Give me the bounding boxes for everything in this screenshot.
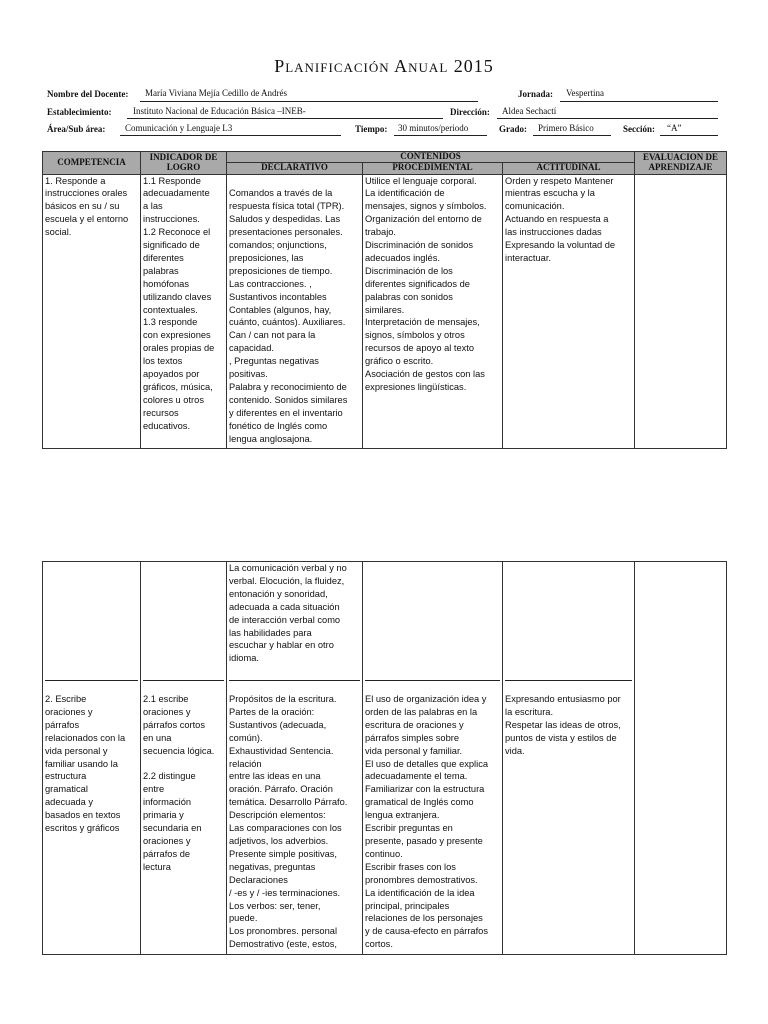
cell-indicador xyxy=(141,174,227,448)
seccion-value: “A” xyxy=(667,123,682,133)
procedimental-2-text: El uso de organización idea y orden de las palabras en la escritura de oraciones y párrafos simples sobre vida personal y familiar. El uso de detalles que explica adecuadamente el tema. Familiarizar con la estructura gramatical de Inglés como lengua extranjera. Escribir preguntas en presente, pasado y presente continuo. Escribir frases con los pronombres demostrativos. La identificación de la idea principal, principales relaciones de los personajes y de causa-efecto en párrafos cortos. xyxy=(365,694,489,950)
cell-evaluacion-2 xyxy=(635,562,727,955)
table-row xyxy=(43,562,727,955)
cell-declarativo-2 xyxy=(227,562,363,955)
direccion-underline xyxy=(497,118,718,119)
grado-underline xyxy=(533,135,611,136)
direccion-value: Aldea Sechactí xyxy=(502,106,557,116)
row-divider xyxy=(45,680,138,681)
docente-underline xyxy=(140,101,478,102)
header-indicador: INDICADOR DE LOGRO xyxy=(141,152,227,175)
row-divider xyxy=(229,680,360,681)
declarativo-2-text: Propósitos de la escritura. Partes de la oración: Sustantivos (adecuada, común). Exhaustividad Sentencia. relación entre las ideas en una oración. Párrafo. Oración temática. Desarrollo Párrafo. Descripción elementos: Las comparaciones con los adjetivos, los adverbios. Presente simple positivas, negativas, preguntas Declaraciones / -es y / -ies terminaciones. Los verbos: ser, tener, puede. Los pronombres. personal Demostrativo (este, estos, xyxy=(229,694,348,950)
continuation-table xyxy=(42,561,727,955)
competencia-2-text: 2. Escribe oraciones y párrafos relacionados con la vida personal y familiar usando la estructura gramatical adecuada y basados en textos escritos y gráficos xyxy=(45,694,126,834)
cell-actitudinal-2 xyxy=(503,562,635,955)
grado-label: Grado: xyxy=(499,124,527,134)
header-actitudinal: ACTITUDINAL xyxy=(503,162,635,174)
header-contenidos: CONTENIDOS xyxy=(227,152,635,163)
grado-value: Primero Básico xyxy=(538,123,594,133)
cell-competencia-2 xyxy=(43,562,141,955)
blank-top xyxy=(45,562,138,680)
cell-procedimental-2 xyxy=(363,562,503,955)
tiempo-label: Tiempo: xyxy=(355,124,388,134)
indicador-text: 1.1 Responde adecuadamente a las instrucciones. 1.2 Reconoce el significado de diferentes palabras homófonas utilizando claves contextuales. 1.3 responde con expresiones orales propias de los textos apoyados por gráficos, música, colores u otros recursos educativos. xyxy=(143,175,215,431)
establecimiento-value: Instituto Nacional de Educación Básica –INEB- xyxy=(133,106,306,116)
header-evaluacion: EVALUACION DE APRENDIZAJE xyxy=(635,152,727,175)
blank-top xyxy=(505,562,632,680)
declarativo-text: Comandos a través de la respuesta física total (TPR). Saludos y despedidas. Las presentaciones personales. comandos; onjunctions, preposiciones, las preposiciones de tiempo. Las contracciones. , Sustantivos incontables Contables (algunos, hay, cuánto, cuántos). Auxiliares. Can / can not para la capacidad. , Preguntas negativas positivas. Palabra y reconocimiento de contenido. Sonidos similares y diferentes en el inventario fonético de Inglés como lengua anglosajona. xyxy=(229,188,348,444)
row-divider xyxy=(505,680,632,681)
header-competencia: COMPETENCIA xyxy=(43,152,141,175)
header-declarativo: DECLARATIVO xyxy=(227,162,363,174)
header-procedimental: PROCEDIMENTAL xyxy=(363,162,503,174)
cell-competencia xyxy=(43,174,141,448)
blank-top xyxy=(365,562,500,680)
tiempo-value: 30 minutos/periodo xyxy=(398,123,469,133)
indicador-2-text: 2.1 escribe oraciones y párrafos cortos en una secuencia lógica. 2.2 distingue entre información primaria y secundaria en oraciones y párrafos de lectura xyxy=(143,694,215,872)
table-row xyxy=(43,174,727,448)
jornada-underline xyxy=(560,101,718,102)
page-title: Planificación Anual 2015 xyxy=(274,56,494,76)
establecimiento-label: Establecimiento: xyxy=(47,107,112,117)
seccion-label: Sección: xyxy=(623,124,655,134)
tiempo-underline xyxy=(394,135,487,136)
cell-declarativo xyxy=(227,174,363,448)
docente-label: Nombre del Docente: xyxy=(47,89,129,99)
jornada-label: Jornada: xyxy=(518,89,554,99)
plan-table xyxy=(42,151,727,449)
actitudinal-2-text: Expresando entusiasmo por la escritura. Respetar las ideas de otros, puntos de vista y estilos de vida. xyxy=(505,694,621,756)
actitudinal-text: Orden y respeto Mantener mientras escucha y la comunicación. Actuando en respuesta a las instrucciones dadas Expresando la voluntad de interactuar. xyxy=(505,175,616,263)
area-value: Comunicación y Lenguaje L3 xyxy=(125,123,233,133)
direccion-label: Dirección: xyxy=(450,107,490,117)
seccion-underline xyxy=(660,135,718,136)
row-divider xyxy=(365,680,500,681)
area-label: Área/Sub área: xyxy=(47,124,106,134)
competencia-text: 1. Responde a instrucciones orales básicos en su / su escuela y el entorno social. xyxy=(45,175,129,238)
docente-value: María Viviana Mejía Cedillo de Andrés xyxy=(145,88,288,98)
cell-indicador-2 xyxy=(141,562,227,955)
row-divider xyxy=(143,680,224,681)
cell-procedimental xyxy=(363,174,503,448)
cell-actitudinal xyxy=(503,174,635,448)
procedimental-text: Utilice el lenguaje corporal. La identificación de mensajes, signos y símbolos. Organización del entorno de trabajo. Discriminación de sonidos adecuados inglés. Discriminación de los diferentes significados de palabras con sonidos similares. Interpretación de mensajes, signos, símbolos y otros recursos de apoyo al texto gráfico o escrito. Asociación de gestos con las expresiones lingüísticas. xyxy=(365,175,487,392)
declarativo-top-text: La comunicación verbal y no verbal. Elocución, la fluidez, entonación y sonoridad, adecuada a cada situación de interacción verbal como las habilidades para escuchar y hablar en otro idioma. xyxy=(229,563,347,664)
area-underline xyxy=(120,135,341,136)
blank-top xyxy=(143,562,224,680)
cell-evaluacion xyxy=(635,174,727,448)
establecimiento-underline xyxy=(127,118,443,119)
jornada-value: Vespertina xyxy=(566,88,604,98)
